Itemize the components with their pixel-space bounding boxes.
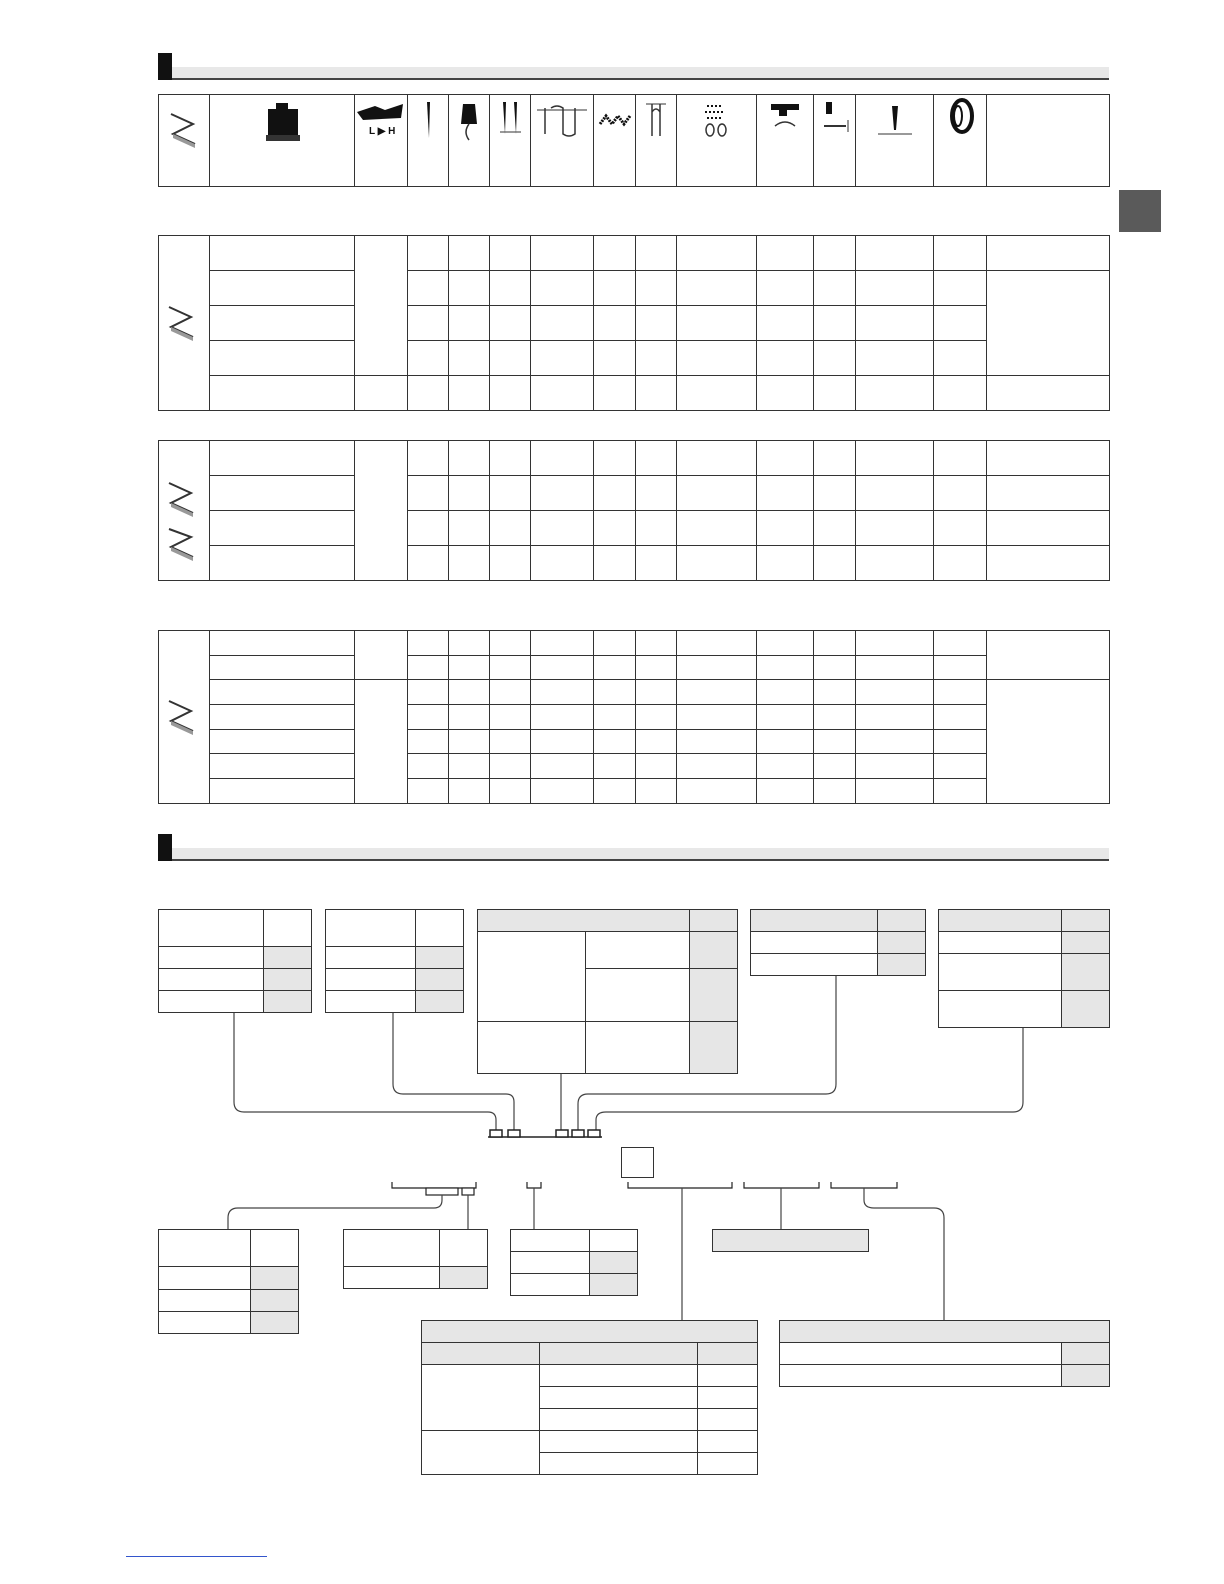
header-blank-cell bbox=[987, 95, 1110, 187]
spec-header-table bbox=[158, 94, 1110, 187]
presser-foot-lift-icon-cell bbox=[814, 95, 856, 187]
thread-cone-icon bbox=[449, 96, 490, 156]
code-indicator-box bbox=[621, 1147, 654, 1178]
lubrication-icon bbox=[677, 96, 757, 156]
double-fabric-icon bbox=[159, 453, 209, 563]
lubrication-icon-cell bbox=[677, 95, 757, 187]
needle-icon-cell bbox=[408, 95, 449, 187]
needle-bar-icon bbox=[636, 96, 677, 156]
fabric-icon bbox=[165, 100, 205, 160]
stitch-pattern-icon bbox=[594, 96, 636, 156]
needle-gauge-icon-cell bbox=[856, 95, 934, 187]
code-box-k bbox=[779, 1320, 1110, 1387]
stitch-width-icon-cell bbox=[531, 95, 594, 187]
thread-trimmer-icon-cell bbox=[757, 95, 814, 187]
code-box-c bbox=[477, 909, 738, 1074]
machine-icon bbox=[210, 95, 355, 181]
spec-table-1 bbox=[158, 235, 1110, 411]
feed-dog-icon-cell bbox=[355, 95, 408, 187]
needle-icon bbox=[408, 96, 449, 156]
needle-bar-icon-cell bbox=[636, 95, 677, 187]
section-marker bbox=[158, 834, 172, 861]
code-box-d bbox=[750, 909, 926, 976]
footer-link-underline[interactable] bbox=[126, 1556, 267, 1557]
code-box-j bbox=[421, 1320, 758, 1475]
code-box-g bbox=[343, 1229, 488, 1289]
fabric-icon bbox=[159, 685, 209, 745]
section-marker bbox=[158, 53, 172, 80]
motor-icon bbox=[934, 96, 987, 156]
fabric-icon-cell bbox=[159, 631, 210, 804]
model-code-section-bar bbox=[172, 848, 1109, 861]
code-box-e bbox=[938, 909, 1110, 1028]
twin-needle-icon-cell bbox=[490, 95, 531, 187]
needle-gauge-icon bbox=[856, 96, 934, 156]
spec-table-2 bbox=[158, 440, 1110, 581]
stitch-pattern-icon-cell bbox=[594, 95, 636, 187]
spec-table-3 bbox=[158, 630, 1110, 804]
fabric-icon-cell bbox=[159, 95, 210, 187]
thread-cone-icon-cell bbox=[449, 95, 490, 187]
code-box-a bbox=[158, 909, 312, 1013]
code-box-b bbox=[325, 909, 464, 1013]
motor-icon-cell bbox=[934, 95, 987, 187]
fabric-icon bbox=[159, 291, 209, 351]
machine-icon-cell bbox=[210, 95, 355, 187]
lh-label: L ▶ H bbox=[369, 126, 396, 137]
presser-foot-lift-icon bbox=[814, 96, 856, 156]
feed-dog-icon bbox=[355, 96, 408, 156]
chapter-tab bbox=[1119, 190, 1161, 232]
code-box-i bbox=[712, 1229, 869, 1252]
thread-trimmer-icon bbox=[757, 96, 814, 156]
specifications-section-bar bbox=[172, 67, 1109, 80]
code-box-f bbox=[158, 1229, 299, 1334]
code-box-h bbox=[510, 1229, 638, 1296]
twin-needle-icon bbox=[490, 96, 531, 156]
fabric-icon-cell bbox=[159, 236, 210, 411]
stitch-width-icon bbox=[531, 96, 594, 156]
double-fabric-icon-cell bbox=[159, 441, 210, 581]
